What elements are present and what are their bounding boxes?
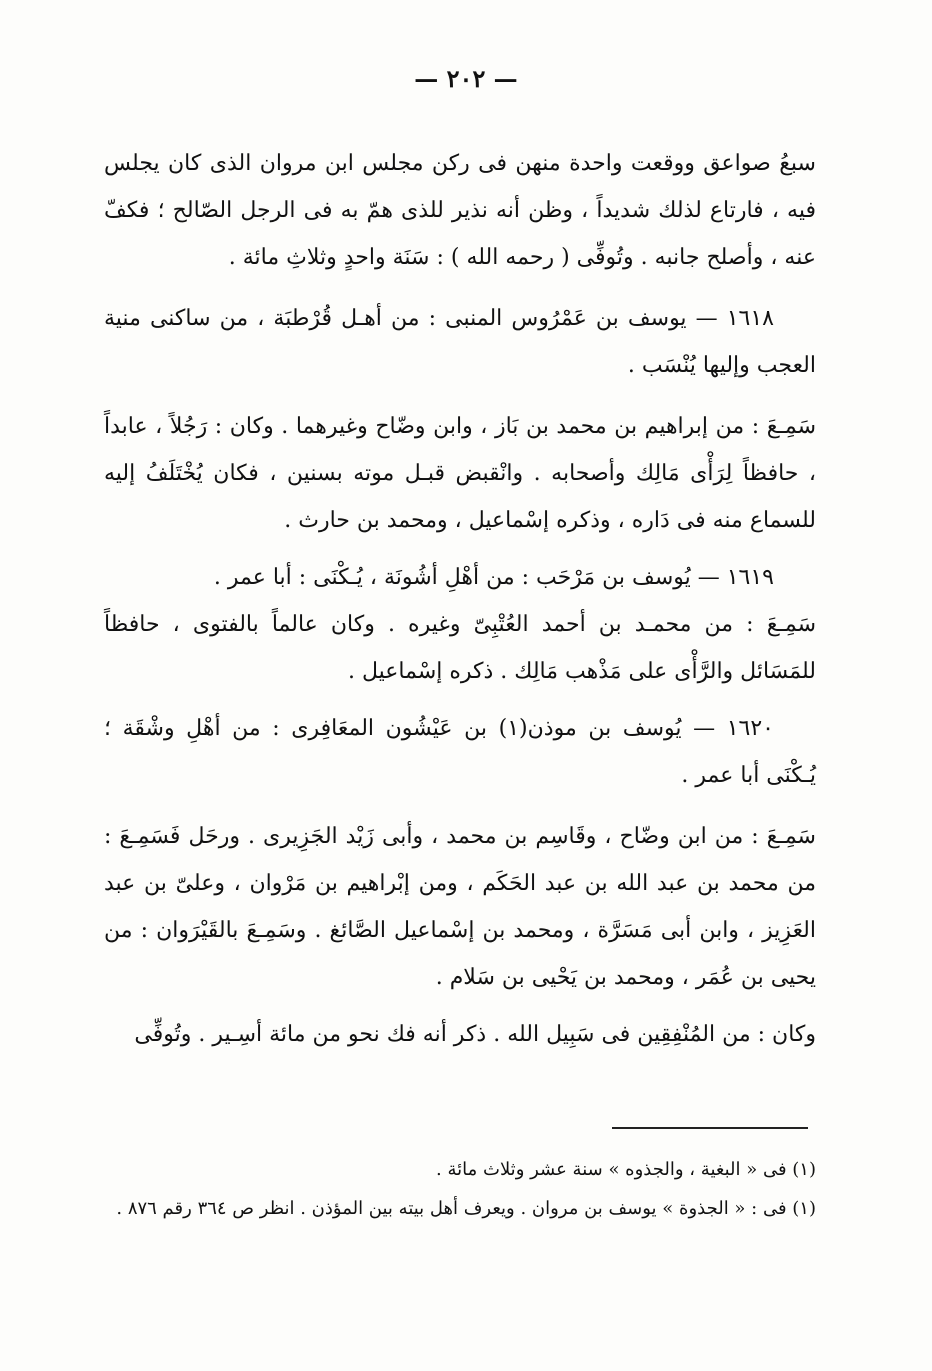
footnote-1: (١) فى « البغية ، والجذوه » سنة عشر وثلاث مائة . — [436, 1159, 816, 1180]
footnote-2: (١) فى : « الجذوة » يوسف بن مروان . ويعرف أهل بيته بين المؤذن . انظر ص ٣٦٤ رقم ٨٧٦ . — [116, 1198, 816, 1219]
entry-heading-1618: ١٦١٨ — يوسف بن عَمْرُوس المنبى : من أهـل قُرْطبَة ، من ساكنى منية العجب وإليها يُنْسَب . — [104, 306, 816, 378]
paragraph-1619-body: سَمِـعَ : من محمـد بن أحمد العُتْبِىّ وغيره . وكان عالماً بالفتوى ، حافظاً للمَسَائل والرَّأْى على مَذْهب مَالِك . ذكره إسْماعيل . — [104, 612, 816, 684]
entry-heading-1619: ١٦١٩ — يُوسف بن مَرْحَب : من أهْلِ أشُونَة ، يُـكْنَى : أبا عمر . — [213, 565, 774, 590]
main-text — [104, 140, 816, 1058]
paragraph-1618-body: سَمِـعَ : من إبراهيم بن محمد بن بَاز ، وابن وضّاح وغيرهما . وكان : رَجُلاً ، عابداً ، حافظاً لِرَأْى مَالِك وأصحابه . وانْقبض قبـل موته بسنين ، فكان يُخْتَلَفُ إليه للسماع منه فى دَاره ، وذكره إسْماعيل ، ومحمد بن حارث . — [104, 414, 816, 533]
paragraph-biography-end: سبعُ صواعق ووقعت واحدة منهن فى ركن مجلس ابن مروان الذى كان يجلس فيه ، فارتاع لذلك شديداً ، وظن أنه نذير للذى همّ به فى الرجل الصّالح ؛ فكفّ عنه ، وأصلح جانبه . وتُوفِّى ( رحمه الله ) : سَنَة واحدٍ وثلاثِ مائة . — [104, 151, 816, 270]
footnotes — [104, 1150, 816, 1228]
entry-heading-1620: ١٦٢٠ — يُوسف بن موذن(١) بن عَيْشُون المعَافِرى : من أهْلِ وشْقَة ؛ يُـكْنَى أبا عمر . — [104, 716, 816, 788]
paragraph-1620-body: سَمِـعَ : من ابن وضّاح ، وقَاسِم بن محمد ، وأبى زَيْد الجَزِيرى . ورحَل فَسَمِـعَ : من محمد بن عبد الله بن عبد الحَكَم ، ومن إبْراهيم بن مَرْوان ، وعلىّ بن عبد العَزِيز ، وابن أبى مَسَرَّة ، ومحمد بن إسْماعيل الصَّائغ . وسَمِـعَ بالقَيْرَوان : من يحيى بن عُمَر ، ومحمد بن يَحْيى بن سَلام . — [104, 824, 816, 990]
page-number: — ٢٠٢ — — [414, 64, 518, 93]
paragraph-1620-continued: وكان : من المُنْفِقِين فى سَبِيل الله . ذكر أنه فك نحو من مائة أسِـير . وتُوفِّى — [134, 1022, 816, 1047]
footnote-divider — [612, 1127, 808, 1129]
